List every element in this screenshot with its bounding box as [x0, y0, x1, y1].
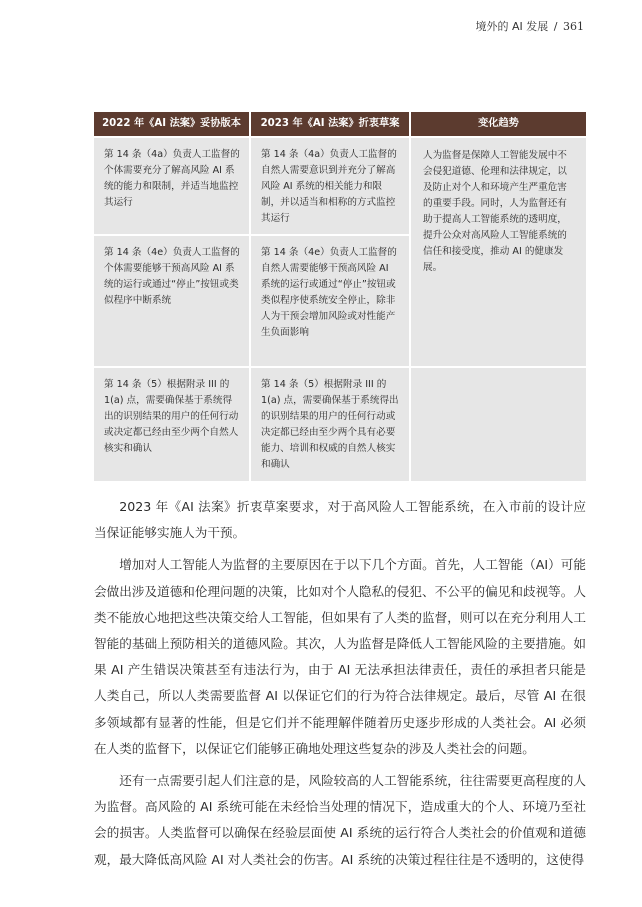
row3-2022-cell: 第 14 条（5）根据附录 III 的 1(a) 点，需要确保基于系统得出的识别结果的用户的任何行动或决定都已经由至少两个自然人核实和确认 [94, 367, 250, 481]
table-row [94, 367, 586, 481]
paragraph-1: 2023 年《AI 法案》折衷草案要求，对于高风险人工智能系统，在入市前的设计应当保证能够实施人为干预。 [94, 499, 586, 541]
table-row [94, 137, 586, 235]
header-2023-draft: 2023 年《AI 法案》折衷草案 [250, 112, 410, 137]
running-header [476, 18, 584, 34]
chapter-title: 境外的 AI 发展 [475, 20, 549, 33]
table-header-row [94, 112, 586, 137]
paragraph-3: 还有一点需要引起人们注意的是，风险较高的人工智能系统，往往需要更高程度的人为监督。高风险的 AI 系统可能在未经恰当处理的情况下，造成重大的个人、环境乃至社会的损害。人类监督可以确保在经验层面使 AI 系统的运行符合人类社会的价值观和道德观，最大降低高风险 AI 对人类社会的伤害。AI 系统的决策过程往往是不透明的，这使得 [94, 773, 586, 867]
row2-2023-cell: 第 14 条（4e）负责人工监督的自然人需要能够干预高风险 AI 系统的运行或通过“停止”按钮或类似程序使系统安全停止，除非人为干预会增加风险或对性能产生负面影响 [250, 235, 410, 367]
comparison-table [94, 112, 586, 481]
row2-2022-cell: 第 14 条（4e）负责人工监督的个体需要能够干预高风险 AI 系统的运行或通过“停止”按钮或类似程序中断系统 [94, 235, 250, 367]
body-text [94, 494, 586, 873]
header-trend: 变化趋势 [410, 112, 586, 137]
trend-cell-empty [410, 367, 586, 481]
page-number: 361 [563, 20, 584, 33]
paragraph-2: 增加对人工智能人为监督的主要原因在于以下几个方面。首先，人工智能（AI）可能会做出涉及道德和伦理问题的决策，比如对个人隐私的侵犯、不公平的偏见和歧视等。人类不能放心地把这些决策交给人工智能，但如果有了人类的监督，则可以在充分利用人工智能的基础上预防相关的道德风险。其次，人为监督是降低人工智能风险的主要措施。如果 AI 产生错误决策甚至有违法行为，由于 AI 无法承担法律责任，责任的承担者只能是人类自己，所以人类需要监督 AI 以保证它们的行为符合法律规定。最后，尽管 AI 在很多领域都有显著的性能，但是它们并不能理解伴随着历史逐步形成的人类社会。AI 必须在人类的监督下，以保证它们能够正确地处理这些复杂的涉及人类社会的问题。 [94, 557, 586, 756]
header-2022-version: 2022 年《AI 法案》妥协版本 [94, 112, 250, 137]
row1-2023-cell: 第 14 条（4a）负责人工监督的自然人需要意识到并充分了解高风险 AI 系统的相关能力和限制，并以适当和相称的方式监控其运行 [250, 137, 410, 235]
header-separator: / [553, 20, 558, 33]
row1-2022-cell: 第 14 条（4a）负责人工监督的个体需要充分了解高风险 AI 系统的能力和限制，并适当地监控其运行 [94, 137, 250, 235]
row3-2023-cell: 第 14 条（5）根据附录 III 的 1(a) 点，需要确保基于系统得出的识别结果的用户的任何行动或决定都已经由至少两个具有必要能力、培训和权威的自然人核实和确认 [250, 367, 410, 481]
trend-cell: 人为监督是保障人工智能发展中不会侵犯道德、伦理和法律规定，以及防止对个人和环境产生严重危害的重要手段。同时，人为监督还有助于提高人工智能系统的透明度，提升公众对高风险人工智能系统的信任和接受度，推动 AI 的健康发展。 [410, 137, 586, 367]
